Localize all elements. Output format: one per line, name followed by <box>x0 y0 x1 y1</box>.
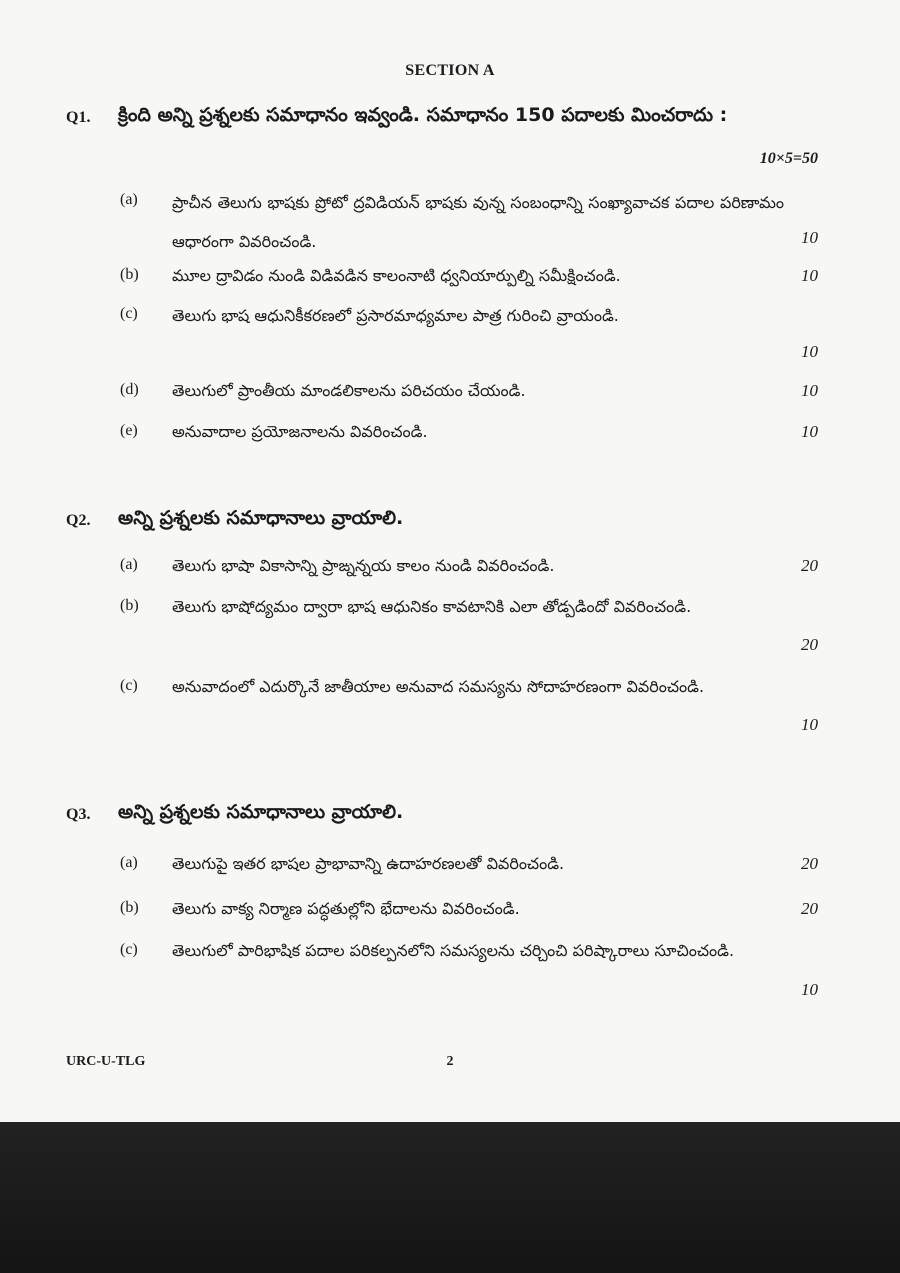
sub-question-text: తెలుగు భాషోద్యమం ద్వారా భాష ఆధునికం కావటానికి ఎలా తోడ్పడిందో వివరించండి. <box>172 597 692 616</box>
sub-question-label: (a) <box>120 191 138 208</box>
page-number: 2 <box>446 1054 454 1069</box>
sub-question-marks: 10 <box>801 228 818 247</box>
sub-question-label: (a) <box>120 556 138 573</box>
question-number: Q1. <box>66 109 91 126</box>
sub-question-label: (d) <box>120 381 139 398</box>
sub-question-text: తెలుగుపై ఇతర భాషల ప్రాభావాన్ని ఉదాహరణలతో వివరించండి. <box>172 854 565 873</box>
question-text: అన్ని ప్రశ్నలకు సమాధానాలు వ్రాయాలి. <box>118 507 404 529</box>
sub-question-text: తెలుగులో ప్రాంతీయ మాండలికాలను పరిచయం చేయండి. <box>172 381 526 400</box>
sub-question-label: (a) <box>120 854 138 871</box>
sub-question-marks: 20 <box>801 899 818 918</box>
scanner-background <box>0 1122 900 1273</box>
sub-question-marks: 10 <box>801 266 818 285</box>
sub-question-text: తెలుగు వాక్య నిర్మాణ పద్ధతుల్లోని భేదాలను వివరించండి. <box>172 899 520 918</box>
sub-question-text: మూల ద్రావిడం నుండి విడివడిన కాలంనాటి ధ్వనియార్పుల్ని సమీక్షించండి. <box>172 266 621 285</box>
sub-question-label: (b) <box>120 899 139 916</box>
sub-question-text: అనువాదాల ప్రయోజనాలను వివరించండి. <box>172 422 428 441</box>
question-text: క్రింది అన్ని ప్రశ్నలకు సమాధానం ఇవ్వండి. సమాధానం 150 పదాలకు మించరాదు : <box>118 104 728 126</box>
question-text: అన్ని ప్రశ్నలకు సమాధానాలు వ్రాయాలి. <box>118 801 404 823</box>
sub-question-text: తెలుగులో పారిభాషిక పదాల పరికల్పనలోని సమస్యలను చర్చించి పరిష్కారాలు సూచించండి. <box>172 941 735 960</box>
sub-question-label: (c) <box>120 941 138 958</box>
sub-question-marks: 20 <box>801 854 818 873</box>
sub-question-label: (e) <box>120 422 138 439</box>
sub-question-label: (c) <box>120 677 138 694</box>
sub-question-marks: 10 <box>801 422 818 441</box>
sub-question-label: (c) <box>120 305 138 322</box>
sub-question-label: (b) <box>120 597 139 614</box>
question-number: Q2. <box>66 512 91 529</box>
sub-question-marks: 10 <box>801 381 818 400</box>
sub-question-marks: 10 <box>801 715 818 734</box>
sub-question-marks: 20 <box>801 635 818 654</box>
sub-question-marks: 10 <box>801 342 818 361</box>
sub-question-marks: 10 <box>801 980 818 999</box>
sub-question-text: తెలుగు భాష ఆధునికీకరణలో ప్రసారమాధ్యమాల పాత్ర గురించి వ్రాయండి. <box>172 306 619 325</box>
sub-question-label: (b) <box>120 266 139 283</box>
sub-question-text: తెలుగు భాషా వికాసాన్ని ప్రాఙ్నన్నయ కాలం నుండి వివరించండి. <box>172 556 555 575</box>
paper-code: URC-U-TLG <box>66 1054 146 1069</box>
sub-question-text: ప్రాచీన తెలుగు భాషకు ప్రోటో ద్రవిడియన్ భాషకు వున్న సంబంధాన్ని సంఖ్యావాచక పదాల పరిణామం ఆధారంగా వివరించండి. <box>172 193 784 251</box>
section-title: SECTION A <box>405 62 495 79</box>
sub-question-text: అనువాదంలో ఎదుర్కొనే జాతీయాల అనువాద సమస్యను సోదాహరణంగా వివరించండి. <box>172 677 705 696</box>
sub-question-marks: 20 <box>801 556 818 575</box>
question-marks: 10×5=50 <box>759 150 818 167</box>
question-number: Q3. <box>66 806 91 823</box>
